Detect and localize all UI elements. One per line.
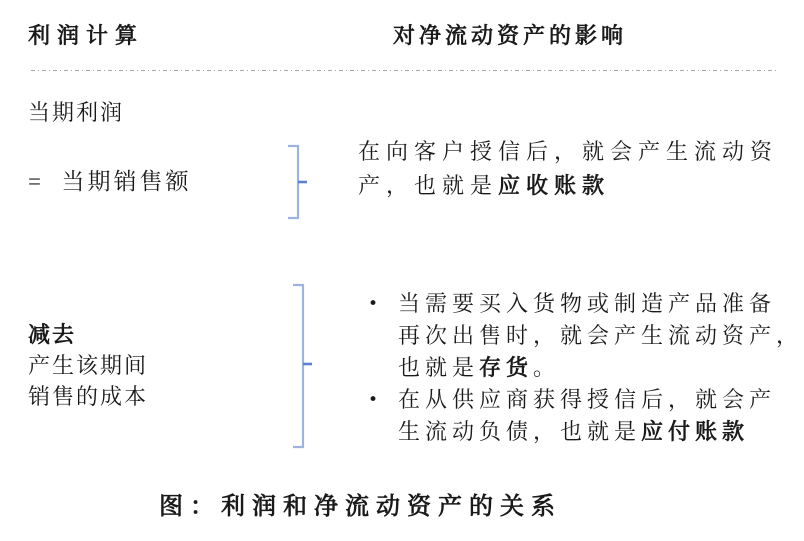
column-header-nwc-impact: 对净流动资产的影响 [393, 23, 628, 48]
bullet-item-payables [368, 384, 804, 448]
payables-note: 在从供应商获得授信后，就会产 生流动负债，也就是应付账款 [398, 387, 777, 444]
inventory-note: 当需要买入货物或制造产品准备 再次出售时，就会产生流动资产， 也就是存货。 [398, 291, 804, 380]
cost-line-2: 销售的成本 [28, 384, 149, 409]
current-profit-label: 当期利润 [28, 100, 125, 125]
figure-caption: 图：利润和净流动资产的关系 [159, 494, 562, 520]
minus-cost-block [28, 319, 148, 412]
column-header-profit-calculation: 利润计算 [28, 23, 145, 48]
brace-bottom [290, 282, 316, 450]
equals-current-sales-label: = 当期销售额 [28, 169, 192, 194]
bullet-icon: • [368, 294, 379, 314]
bullet-icon: • [368, 390, 379, 410]
cost-line-1: 产生该期间 [28, 353, 149, 378]
dashed-divider [31, 70, 777, 71]
brace-top [285, 143, 311, 221]
receivables-note: 在向客户授信后，就会产生流动资 产，也就是应收账款 [358, 139, 779, 198]
nwc-bullet-list [368, 288, 804, 448]
minus-label: 减去 [28, 322, 77, 347]
bullet-item-inventory [368, 288, 804, 384]
